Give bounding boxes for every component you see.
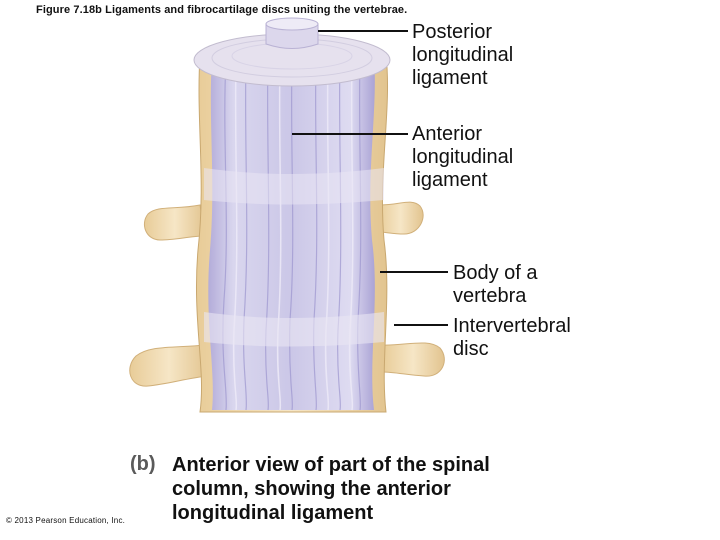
label-body-of-vertebra: Body of a vertebra: [453, 262, 538, 307]
transverse-process-left-upper: [144, 205, 205, 240]
leader-anterior: [292, 133, 408, 135]
copyright-notice: © 2013 Pearson Education, Inc.: [6, 516, 126, 525]
caption-text: Anterior view of part of the spinal column, showing the anterior longitudinal ligament: [172, 454, 490, 524]
transverse-process-right-upper: [378, 202, 423, 234]
leader-body: [380, 271, 448, 273]
label-posterior-longitudinal-ligament: Posterior longitudinal ligament: [412, 21, 514, 89]
label-anterior-longitudinal-ligament: Anterior longitudinal ligament: [412, 123, 514, 191]
leader-disc: [394, 324, 448, 326]
transverse-process-left-lower: [130, 345, 208, 386]
caption-letter: (b): [130, 453, 156, 475]
leader-posterior: [318, 30, 408, 32]
figure-title: Figure 7.18b Ligaments and fibrocartilage discs uniting the vertebrae.: [36, 4, 408, 16]
transverse-process-right-lower: [382, 343, 444, 376]
label-intervertebral-disc: Intervertebral disc: [453, 315, 571, 360]
